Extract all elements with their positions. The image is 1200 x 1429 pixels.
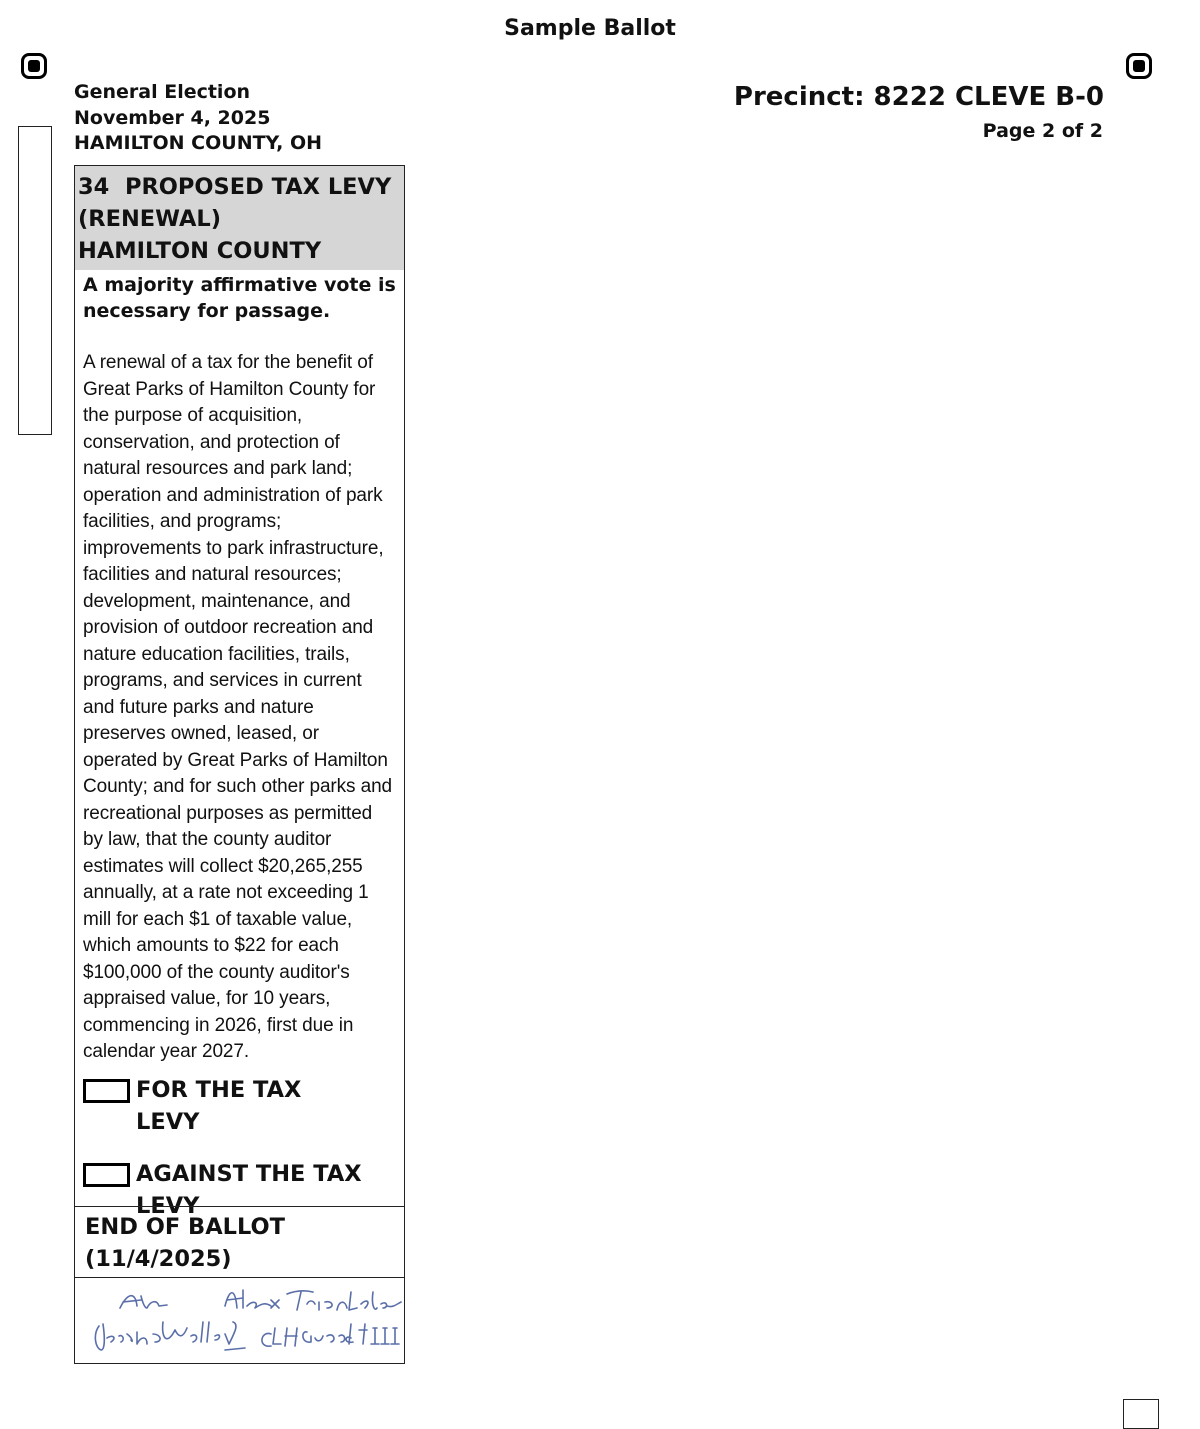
page-number: Page 2 of 2: [982, 120, 1103, 142]
registration-mark-icon: [1126, 53, 1152, 79]
election-header: [74, 80, 322, 157]
end-of-ballot-date: (11/4/2025): [85, 1246, 232, 1272]
contest-heading: [75, 166, 404, 270]
page-title: Sample Ballot: [504, 16, 676, 41]
registration-mark-icon: [21, 53, 47, 79]
contest-heading-line: 34 PROPOSED TAX LEVY: [78, 174, 392, 200]
contest-heading-line: HAMILTON COUNTY: [78, 238, 322, 264]
option-for-levy[interactable]: [83, 1074, 396, 1138]
vote-oval[interactable]: [83, 1163, 130, 1187]
signatures-image: [75, 1278, 405, 1364]
contest-box: [74, 165, 405, 1219]
end-of-ballot-text: END OF BALLOT: [85, 1214, 285, 1240]
election-date: November 4, 2025: [74, 106, 271, 129]
levy-description: A renewal of a tax for the benefit of Great Parks of Hamilton County for the purpose of acquisition, conservation, and protection of natural resources and park land; operation and administration of park facilities, and programs; improvements to park infrastructure, facilities and natural resources; development, maintenance, and provision of outdoor recreation and nature education facilities, trails, programs, and services in current and future parks and nature preserves owned, leased, or operated by Great Parks of Hamilton County; and for such other parks and recreational purposes as permitted by law, that the county auditor estimates will collect $20,265,255 annually, at a rate not exceeding 1 mill for each $1 of taxable value, which amounts to $22 for each $100,000 of the county auditor's appraised value, for 10 years, commencing in 2026, first due in calendar year 2027.: [83, 352, 393, 1062]
timing-mark: [18, 126, 52, 435]
option-label: FOR THE TAX LEVY: [136, 1076, 302, 1135]
vote-oval[interactable]: [83, 1079, 130, 1103]
majority-note: A majority affirmative vote is necessary for passage.: [83, 274, 396, 322]
end-of-ballot: [74, 1206, 405, 1278]
precinct-label: Precinct: 8222 CLEVE B-0: [733, 82, 1104, 112]
signature-box: [74, 1277, 405, 1364]
corner-mark: [1123, 1399, 1159, 1429]
election-name: General Election: [74, 81, 251, 103]
election-county: HAMILTON COUNTY, OH: [74, 132, 323, 154]
contest-heading-line: (RENEWAL): [78, 206, 222, 232]
option-label: AGAINST THE TAX LEVY: [136, 1160, 362, 1219]
